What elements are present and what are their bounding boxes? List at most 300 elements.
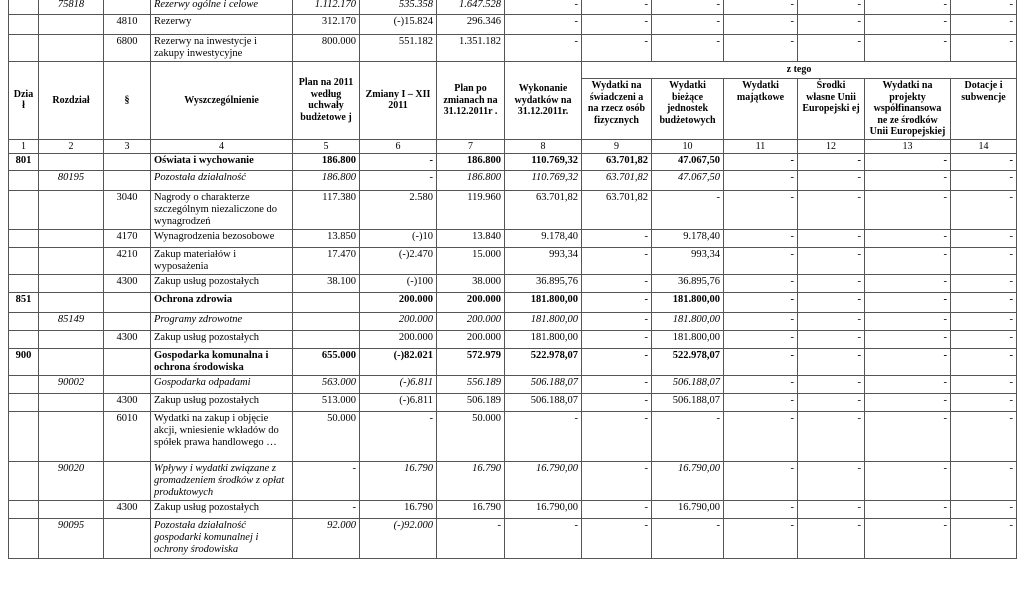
srodki-ue-cell: - [798, 330, 865, 348]
dzial-cell [9, 15, 39, 35]
column-number-cell: 12 [798, 139, 865, 153]
majatkowe-cell: - [724, 229, 798, 247]
swiadczenia-cell: - [582, 229, 652, 247]
projekty-ue-cell: - [865, 35, 951, 62]
plan-po-zmianach-cell: 296.346 [437, 15, 505, 35]
srodki-ue-cell: - [798, 170, 865, 190]
header-plan: Plan na 2011 według uchwały budżetowe j [293, 62, 360, 140]
plan-cell: 655.000 [293, 348, 360, 375]
zmiany-cell: 200.000 [360, 330, 437, 348]
paragraf-cell: 4210 [104, 247, 151, 274]
swiadczenia-cell: - [582, 330, 652, 348]
description-cell: Gospodarka komunalna i ochrona środowiska [151, 348, 293, 375]
majatkowe-cell: - [724, 393, 798, 411]
swiadczenia-cell: - [582, 247, 652, 274]
plan-cell: 38.100 [293, 274, 360, 292]
column-number-cell: 13 [865, 139, 951, 153]
description-cell: Zakup usług pozostałych [151, 274, 293, 292]
plan-po-zmianach-cell: 200.000 [437, 292, 505, 312]
majatkowe-cell: - [724, 518, 798, 558]
table-row [9, 247, 1017, 274]
paragraf-cell: 4300 [104, 393, 151, 411]
plan-cell [293, 292, 360, 312]
description-cell: Rezerwy na inwestycje i zakupy inwestycyjne [151, 35, 293, 62]
biezace-cell: 16.790,00 [652, 500, 724, 518]
swiadczenia-cell: - [582, 15, 652, 35]
majatkowe-cell: - [724, 170, 798, 190]
wykonanie-cell: 36.895,76 [505, 274, 582, 292]
plan-po-zmianach-cell: 186.800 [437, 170, 505, 190]
paragraf-cell: 4170 [104, 229, 151, 247]
dzial-cell [9, 330, 39, 348]
column-number-cell: 11 [724, 139, 798, 153]
paragraf-cell [104, 518, 151, 558]
biezace-cell: - [652, 15, 724, 35]
description-cell: Wpływy i wydatki związane z gromadzeniem środków z opłat produktowych [151, 461, 293, 500]
srodki-ue-cell: - [798, 247, 865, 274]
table-row [9, 274, 1017, 292]
projekty-ue-cell: - [865, 0, 951, 15]
biezace-cell: 181.800,00 [652, 292, 724, 312]
majatkowe-cell: - [724, 15, 798, 35]
biezace-cell: - [652, 411, 724, 461]
zmiany-cell: 16.790 [360, 461, 437, 500]
rozdzial-cell [39, 292, 104, 312]
paragraf-cell: 4300 [104, 274, 151, 292]
biezace-cell: 47.067,50 [652, 170, 724, 190]
plan-po-zmianach-cell: 200.000 [437, 312, 505, 330]
wykonanie-cell: 993,34 [505, 247, 582, 274]
majatkowe-cell: - [724, 312, 798, 330]
dzial-cell [9, 274, 39, 292]
projekty-ue-cell: - [865, 247, 951, 274]
zmiany-cell: - [360, 170, 437, 190]
dzial-cell [9, 0, 39, 15]
swiadczenia-cell: - [582, 35, 652, 62]
plan-cell: 92.000 [293, 518, 360, 558]
dzial-cell: 801 [9, 153, 39, 170]
header-plan-po-zmianach: Plan po zmianach na 31.12.2011r . [437, 62, 505, 140]
table-row [9, 15, 1017, 35]
table-row [9, 518, 1017, 558]
swiadczenia-cell: 63.701,82 [582, 190, 652, 229]
plan-po-zmianach-cell: 15.000 [437, 247, 505, 274]
dzial-cell [9, 190, 39, 229]
column-number-cell: 2 [39, 139, 104, 153]
rozdzial-cell: 90020 [39, 461, 104, 500]
plan-cell: 50.000 [293, 411, 360, 461]
header-sub-srodki-ue: Środki własne Unii Europejski ej [798, 79, 865, 140]
description-cell: Pozostała działalność [151, 170, 293, 190]
plan-cell: 312.170 [293, 15, 360, 35]
plan-cell: 13.850 [293, 229, 360, 247]
projekty-ue-cell: - [865, 274, 951, 292]
rozdzial-cell: 80195 [39, 170, 104, 190]
zmiany-cell: (-)10 [360, 229, 437, 247]
paragraf-cell [104, 312, 151, 330]
plan-po-zmianach-cell: 16.790 [437, 500, 505, 518]
plan-cell [293, 312, 360, 330]
projekty-ue-cell: - [865, 330, 951, 348]
wykonanie-cell: 522.978,07 [505, 348, 582, 375]
column-number-row [9, 139, 1017, 153]
table-row [9, 190, 1017, 229]
wykonanie-cell: 181.800,00 [505, 312, 582, 330]
dotacje-cell: - [951, 411, 1017, 461]
projekty-ue-cell: - [865, 292, 951, 312]
header-paragraf: § [104, 62, 151, 140]
column-number-cell: 9 [582, 139, 652, 153]
swiadczenia-cell: - [582, 348, 652, 375]
rozdzial-cell [39, 153, 104, 170]
srodki-ue-cell: - [798, 190, 865, 229]
header-z-tego: z tego [582, 62, 1017, 79]
biezace-cell: - [652, 0, 724, 15]
zmiany-cell: 16.790 [360, 500, 437, 518]
plan-po-zmianach-cell: 13.840 [437, 229, 505, 247]
paragraf-cell: 4300 [104, 330, 151, 348]
wykonanie-cell: 110.769,32 [505, 170, 582, 190]
dotacje-cell: - [951, 15, 1017, 35]
rozdzial-cell [39, 229, 104, 247]
description-cell: Programy zdrowotne [151, 312, 293, 330]
plan-po-zmianach-cell: 1.647.528 [437, 0, 505, 15]
paragraf-cell: 6010 [104, 411, 151, 461]
dotacje-cell: - [951, 330, 1017, 348]
plan-cell: - [293, 461, 360, 500]
biezace-cell: 993,34 [652, 247, 724, 274]
biezace-cell: 506.188,07 [652, 393, 724, 411]
wykonanie-cell: - [505, 411, 582, 461]
biezace-cell: 506.188,07 [652, 375, 724, 393]
projekty-ue-cell: - [865, 411, 951, 461]
description-cell: Nagrody o charakterze szczególnym niezaliczone do wynagrodzeń [151, 190, 293, 229]
dzial-cell [9, 461, 39, 500]
plan-po-zmianach-cell: 38.000 [437, 274, 505, 292]
rozdzial-cell [39, 35, 104, 62]
dzial-cell [9, 375, 39, 393]
column-number-cell: 3 [104, 139, 151, 153]
table-body-main [9, 153, 1017, 558]
projekty-ue-cell: - [865, 153, 951, 170]
paragraf-cell [104, 461, 151, 500]
swiadczenia-cell: - [582, 274, 652, 292]
srodki-ue-cell: - [798, 375, 865, 393]
plan-po-zmianach-cell: 556.189 [437, 375, 505, 393]
plan-po-zmianach-cell: - [437, 518, 505, 558]
swiadczenia-cell: - [582, 393, 652, 411]
description-cell: Zakup usług pozostałych [151, 393, 293, 411]
zmiany-cell: 535.358 [360, 0, 437, 15]
srodki-ue-cell: - [798, 292, 865, 312]
srodki-ue-cell: - [798, 15, 865, 35]
rozdzial-cell [39, 330, 104, 348]
srodki-ue-cell: - [798, 153, 865, 170]
swiadczenia-cell: - [582, 292, 652, 312]
majatkowe-cell: - [724, 190, 798, 229]
dotacje-cell: - [951, 274, 1017, 292]
zmiany-cell: 200.000 [360, 292, 437, 312]
dzial-cell [9, 411, 39, 461]
zmiany-cell: 2.580 [360, 190, 437, 229]
description-cell: Pozostała działalność gospodarki komunalnej i ochrony środowiska [151, 518, 293, 558]
swiadczenia-cell: - [582, 461, 652, 500]
biezace-cell: 9.178,40 [652, 229, 724, 247]
wykonanie-cell: - [505, 518, 582, 558]
majatkowe-cell: - [724, 0, 798, 15]
majatkowe-cell: - [724, 500, 798, 518]
table-row [9, 348, 1017, 375]
projekty-ue-cell: - [865, 229, 951, 247]
description-cell: Wynagrodzenia bezosobowe [151, 229, 293, 247]
description-cell: Oświata i wychowanie [151, 153, 293, 170]
biezace-cell: - [652, 35, 724, 62]
biezace-cell: - [652, 518, 724, 558]
plan-cell: 186.800 [293, 153, 360, 170]
wykonanie-cell: 506.188,07 [505, 393, 582, 411]
projekty-ue-cell: - [865, 348, 951, 375]
paragraf-cell [104, 153, 151, 170]
column-number-cell: 5 [293, 139, 360, 153]
dzial-cell: 900 [9, 348, 39, 375]
wykonanie-cell: 16.790,00 [505, 461, 582, 500]
rozdzial-cell [39, 190, 104, 229]
paragraf-cell [104, 170, 151, 190]
majatkowe-cell: - [724, 247, 798, 274]
plan-cell: 1.112.170 [293, 0, 360, 15]
dotacje-cell: - [951, 461, 1017, 500]
table-row [9, 411, 1017, 461]
swiadczenia-cell: - [582, 411, 652, 461]
swiadczenia-cell: - [582, 375, 652, 393]
srodki-ue-cell: - [798, 518, 865, 558]
biezace-cell: - [652, 190, 724, 229]
biezace-cell: 36.895,76 [652, 274, 724, 292]
description-cell: Zakup usług pozostałych [151, 500, 293, 518]
zmiany-cell: 551.182 [360, 35, 437, 62]
plan-cell: 513.000 [293, 393, 360, 411]
dzial-cell [9, 35, 39, 62]
dzial-cell [9, 312, 39, 330]
projekty-ue-cell: - [865, 461, 951, 500]
dotacje-cell: - [951, 0, 1017, 15]
plan-po-zmianach-cell: 572.979 [437, 348, 505, 375]
majatkowe-cell: - [724, 274, 798, 292]
description-cell: Zakup usług pozostałych [151, 330, 293, 348]
header-sub-majatkowe: Wydatki majątkowe [724, 79, 798, 140]
majatkowe-cell: - [724, 411, 798, 461]
table-row [9, 375, 1017, 393]
plan-cell: 563.000 [293, 375, 360, 393]
majatkowe-cell: - [724, 461, 798, 500]
rozdzial-cell [39, 393, 104, 411]
zmiany-cell: (-)6.811 [360, 375, 437, 393]
projekty-ue-cell: - [865, 393, 951, 411]
plan-cell: 186.800 [293, 170, 360, 190]
paragraf-cell [104, 348, 151, 375]
header-sub-projekty-ue: Wydatki na projekty współfinansowa ne ze środków Unii Europejskiej [865, 79, 951, 140]
header-rozdzial: Rozdział [39, 62, 104, 140]
rozdzial-cell [39, 15, 104, 35]
paragraf-cell [104, 0, 151, 15]
srodki-ue-cell: - [798, 500, 865, 518]
wykonanie-cell: 110.769,32 [505, 153, 582, 170]
zmiany-cell: (-)92.000 [360, 518, 437, 558]
wykonanie-cell: 9.178,40 [505, 229, 582, 247]
dotacje-cell: - [951, 312, 1017, 330]
description-cell: Wydatki na zakup i objęcie akcji, wniesienie wkładów do spółek prawa handlowego … [151, 411, 293, 461]
projekty-ue-cell: - [865, 190, 951, 229]
header-sub-dotacje: Dotacje i subwencje [951, 79, 1017, 140]
dotacje-cell: - [951, 348, 1017, 375]
dotacje-cell: - [951, 518, 1017, 558]
projekty-ue-cell: - [865, 312, 951, 330]
table-row [9, 393, 1017, 411]
dzial-cell [9, 170, 39, 190]
srodki-ue-cell: - [798, 461, 865, 500]
wykonanie-cell: - [505, 35, 582, 62]
wykonanie-cell: - [505, 15, 582, 35]
zmiany-cell: (-)2.470 [360, 247, 437, 274]
table-row [9, 461, 1017, 500]
column-number-cell: 7 [437, 139, 505, 153]
table-row [9, 312, 1017, 330]
description-cell: Rezerwy [151, 15, 293, 35]
zmiany-cell: - [360, 411, 437, 461]
swiadczenia-cell: - [582, 312, 652, 330]
swiadczenia-cell: - [582, 0, 652, 15]
majatkowe-cell: - [724, 292, 798, 312]
zmiany-cell: - [360, 153, 437, 170]
rozdzial-cell: 75818 [39, 0, 104, 15]
column-number-cell: 8 [505, 139, 582, 153]
wykonanie-cell: 63.701,82 [505, 190, 582, 229]
plan-po-zmianach-cell: 200.000 [437, 330, 505, 348]
dotacje-cell: - [951, 35, 1017, 62]
zmiany-cell: (-)6.811 [360, 393, 437, 411]
column-number-cell: 14 [951, 139, 1017, 153]
srodki-ue-cell: - [798, 0, 865, 15]
projekty-ue-cell: - [865, 500, 951, 518]
rozdzial-cell [39, 348, 104, 375]
paragraf-cell [104, 292, 151, 312]
biezace-cell: 522.978,07 [652, 348, 724, 375]
description-cell: Ochrona zdrowia [151, 292, 293, 312]
dotacje-cell: - [951, 375, 1017, 393]
zmiany-cell: (-)82.021 [360, 348, 437, 375]
projekty-ue-cell: - [865, 518, 951, 558]
header-sub-biezace: Wydatki bieżące jednostek budżetowych [652, 79, 724, 140]
dzial-cell [9, 500, 39, 518]
dotacje-cell: - [951, 500, 1017, 518]
table-header [9, 62, 1017, 154]
plan-po-zmianach-cell: 119.960 [437, 190, 505, 229]
srodki-ue-cell: - [798, 35, 865, 62]
dzial-cell: 851 [9, 292, 39, 312]
srodki-ue-cell: - [798, 393, 865, 411]
header-dzial: Dzia ł [9, 62, 39, 140]
column-number-cell: 1 [9, 139, 39, 153]
dotacje-cell: - [951, 170, 1017, 190]
table-row [9, 500, 1017, 518]
rozdzial-cell [39, 411, 104, 461]
table-row [9, 0, 1017, 15]
plan-po-zmianach-cell: 1.351.182 [437, 35, 505, 62]
zmiany-cell: (-)100 [360, 274, 437, 292]
description-cell: Gospodarka odpadami [151, 375, 293, 393]
budget-expenditure-table [8, 0, 1017, 559]
header-sub-swiadczenia: Wydatki na świadczeni a na rzecz osób fizycznych [582, 79, 652, 140]
majatkowe-cell: - [724, 348, 798, 375]
srodki-ue-cell: - [798, 274, 865, 292]
majatkowe-cell: - [724, 330, 798, 348]
swiadczenia-cell: 63.701,82 [582, 153, 652, 170]
rozdzial-cell [39, 247, 104, 274]
description-cell: Rezerwy ogólne i celowe [151, 0, 293, 15]
dzial-cell [9, 229, 39, 247]
paragraf-cell: 4810 [104, 15, 151, 35]
dotacje-cell: - [951, 393, 1017, 411]
swiadczenia-cell: - [582, 500, 652, 518]
zmiany-cell: (-)15.824 [360, 15, 437, 35]
table-row [9, 170, 1017, 190]
swiadczenia-cell: 63.701,82 [582, 170, 652, 190]
plan-po-zmianach-cell: 186.800 [437, 153, 505, 170]
plan-cell: 17.470 [293, 247, 360, 274]
wykonanie-cell: 16.790,00 [505, 500, 582, 518]
rozdzial-cell: 90002 [39, 375, 104, 393]
wykonanie-cell: - [505, 0, 582, 15]
header-zmiany: Zmiany I – XII 2011 [360, 62, 437, 140]
rozdzial-cell: 90095 [39, 518, 104, 558]
column-number-cell: 6 [360, 139, 437, 153]
wykonanie-cell: 181.800,00 [505, 330, 582, 348]
dotacje-cell: - [951, 247, 1017, 274]
description-cell: Zakup materiałów i wyposażenia [151, 247, 293, 274]
paragraf-cell: 6800 [104, 35, 151, 62]
rozdzial-cell [39, 500, 104, 518]
dotacje-cell: - [951, 190, 1017, 229]
majatkowe-cell: - [724, 153, 798, 170]
projekty-ue-cell: - [865, 15, 951, 35]
dotacje-cell: - [951, 229, 1017, 247]
dotacje-cell: - [951, 292, 1017, 312]
plan-po-zmianach-cell: 50.000 [437, 411, 505, 461]
table-row [9, 153, 1017, 170]
paragraf-cell: 4300 [104, 500, 151, 518]
srodki-ue-cell: - [798, 411, 865, 461]
table-body-top [9, 0, 1017, 62]
wykonanie-cell: 181.800,00 [505, 292, 582, 312]
rozdzial-cell [39, 274, 104, 292]
wykonanie-cell: 506.188,07 [505, 375, 582, 393]
dotacje-cell: - [951, 153, 1017, 170]
plan-po-zmianach-cell: 506.189 [437, 393, 505, 411]
dzial-cell [9, 247, 39, 274]
biezace-cell: 47.067,50 [652, 153, 724, 170]
dzial-cell [9, 393, 39, 411]
plan-cell [293, 330, 360, 348]
table-row [9, 292, 1017, 312]
paragraf-cell: 3040 [104, 190, 151, 229]
table-row [9, 229, 1017, 247]
biezace-cell: 181.800,00 [652, 330, 724, 348]
srodki-ue-cell: - [798, 312, 865, 330]
column-number-cell: 4 [151, 139, 293, 153]
plan-cell: 800.000 [293, 35, 360, 62]
table-row [9, 330, 1017, 348]
dzial-cell [9, 518, 39, 558]
